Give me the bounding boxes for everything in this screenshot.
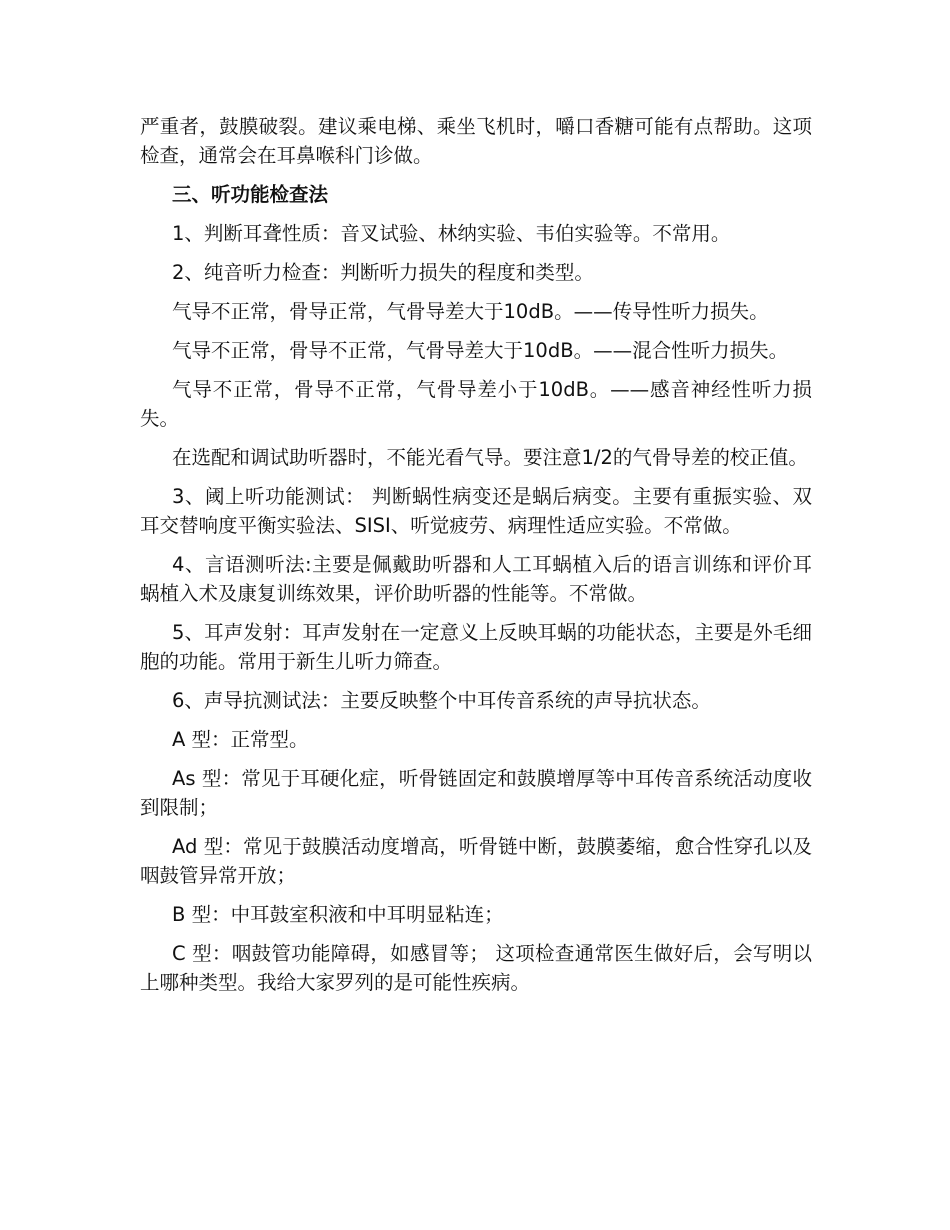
paragraph-mixed-loss: 气导不正常，骨导不正常，气骨导差大于10dB。——混合性听力损失。 [172, 339, 789, 362]
paragraph-sensorineural-loss: 气导不正常，骨导不正常，气骨导差小于10dB。——感音神经性听力损失。 [140, 378, 812, 430]
paragraph-suprathreshold: 3、阈上听功能测试： 判断蜗性病变还是蜗后病变。主要有重振实验、双耳交替响度平衡实验法、SISI、听觉疲劳、病理性适应实验。不常做。 [140, 485, 812, 537]
section-heading-hearing-tests: 三、听功能检查法 [172, 183, 329, 206]
paragraph-deafness-nature: 1、判断耳聋性质：音叉试验、林纳实验、韦伯实验等。不常用。 [172, 222, 731, 245]
paragraph-hearing-aid-fitting: 在选配和调试助听器时，不能光看气导。要注意1/2的气骨导差的校正值。 [172, 446, 808, 469]
paragraph-type-c: C 型：咽鼓管功能障碍，如感冒等； 这项检查通常医生做好后，会写明以上哪种类型。我给大家罗列的是可能性疾病。 [140, 942, 812, 994]
paragraph-acoustic-impedance: 6、声导抗测试法：主要反映整个中耳传音系统的声导抗状态。 [172, 689, 711, 712]
paragraph-otoacoustic-emission: 5、耳声发射：耳声发射在一定意义上反映耳蜗的功能状态，主要是外毛细胞的功能。常用于新生儿听力筛查。 [140, 621, 812, 673]
paragraph-speech-audiometry: 4、言语测听法:主要是佩戴助听器和人工耳蜗植入后的语言训练和评价耳蜗植入术及康复训练效果，评价助听器的性能等。不常做。 [140, 553, 812, 605]
paragraph-type-b: B 型：中耳鼓室积液和中耳明显粘连； [172, 903, 504, 926]
paragraph-type-a: A 型：正常型。 [172, 728, 309, 751]
paragraph-type-as: As 型：常见于耳硬化症，听骨链固定和鼓膜增厚等中耳传音系统活动度收到限制； [140, 767, 812, 819]
paragraph-pure-tone: 2、纯音听力检查：判断听力损失的程度和类型。 [172, 261, 594, 284]
paragraph-eardrum-rupture: 严重者，鼓膜破裂。建议乘电梯、乘坐飞机时，嚼口香糖可能有点帮助。这项检查，通常会在耳鼻喉科门诊做。 [140, 115, 812, 167]
paragraph-conductive-loss: 气导不正常，骨导正常，气骨导差大于10dB。——传导性听力损失。 [172, 300, 769, 323]
paragraph-type-ad: Ad 型：常见于鼓膜活动度增高，听骨链中断，鼓膜萎缩，愈合性穿孔以及咽鼓管异常开放； [140, 835, 812, 887]
document-page [140, 112, 812, 1007]
